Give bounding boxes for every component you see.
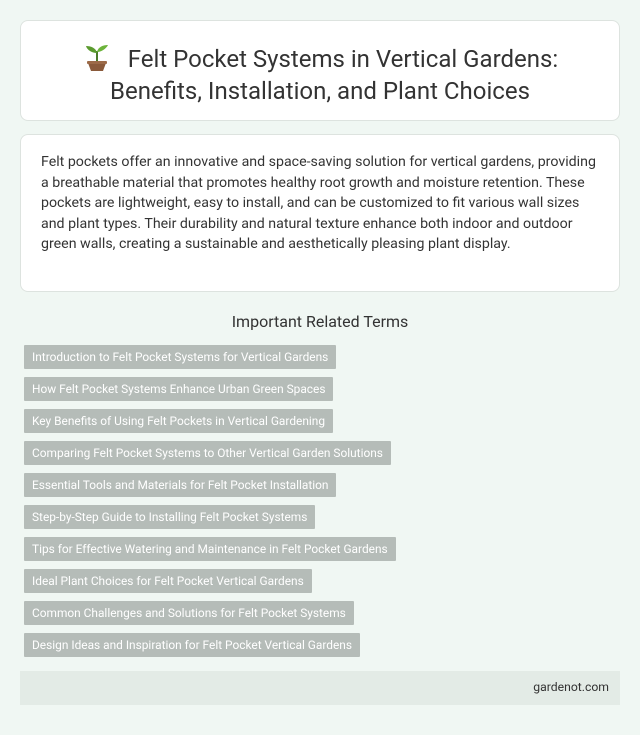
intro-card <box>20 134 620 292</box>
related-term-tag[interactable]: Key Benefits of Using Felt Pockets in Vertical Gardening <box>24 409 333 433</box>
footer-site-link[interactable]: gardenot.com <box>533 680 609 694</box>
related-term-tag[interactable]: Design Ideas and Inspiration for Felt Pocket Vertical Gardens <box>24 633 360 657</box>
related-terms-heading: Important Related Terms <box>231 312 409 331</box>
page-title <box>21 43 619 107</box>
related-term-tag[interactable]: Comparing Felt Pocket Systems to Other Vertical Garden Solutions <box>24 441 391 465</box>
related-term-tag[interactable]: How Felt Pocket Systems Enhance Urban Green Spaces <box>24 377 333 401</box>
related-term-tag[interactable]: Step-by-Step Guide to Installing Felt Pocket Systems <box>24 505 315 529</box>
related-term-tag[interactable]: Tips for Effective Watering and Maintenance in Felt Pocket Gardens <box>24 537 396 561</box>
related-term-tag[interactable]: Ideal Plant Choices for Felt Pocket Vertical Gardens <box>24 569 312 593</box>
related-term-tag[interactable]: Common Challenges and Solutions for Felt Pocket Systems <box>24 601 354 625</box>
related-term-tag[interactable]: Essential Tools and Materials for Felt Pocket Installation <box>24 473 336 497</box>
title-line-2: Benefits, Installation, and Plant Choices <box>110 77 530 105</box>
title-card <box>20 20 620 121</box>
related-term-tag[interactable]: Introduction to Felt Pocket Systems for Vertical Gardens <box>24 345 336 369</box>
intro-paragraph: Felt pockets offer an innovative and space-saving solution for vertical gardens, providing a breathable material that promotes healthy root growth and moisture retention. These pockets are lightweight, easy to install, and can be customized to fit various wall sizes and plant types. Their durability and natural texture enhance both indoor and outdoor green walls, creating a sustainable and aesthetically pleasing plant display. <box>41 154 596 253</box>
title-line-1: Felt Pocket Systems in Vertical Gardens: <box>127 45 559 73</box>
seedling-icon <box>82 45 112 71</box>
footer <box>20 671 620 705</box>
